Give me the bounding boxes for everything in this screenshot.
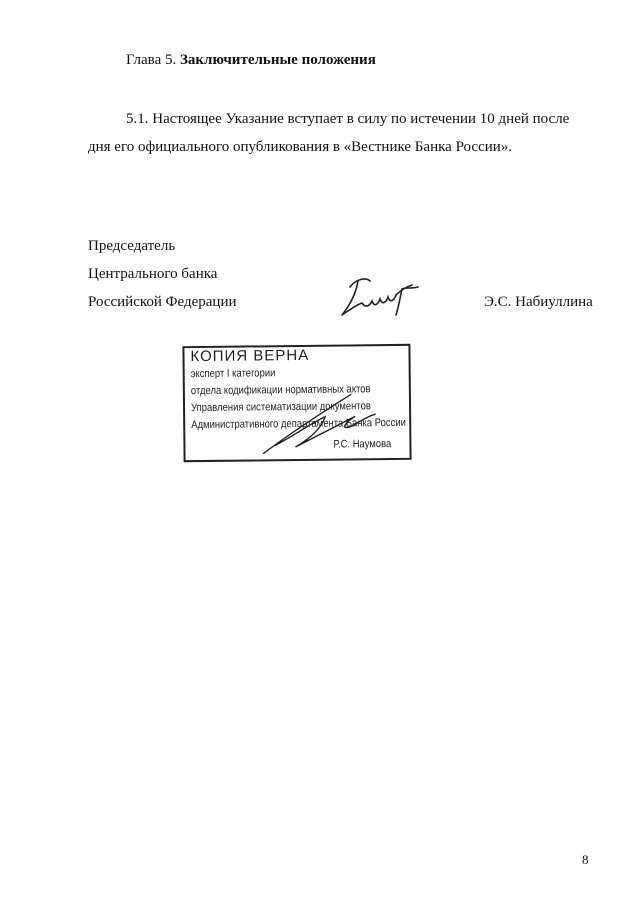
page-number: 8: [582, 852, 589, 867]
stamp-title: КОПИЯ ВЕРНА: [190, 346, 310, 366]
stamp-signature: [255, 386, 386, 462]
chapter-heading: [126, 52, 376, 69]
certified-copy-stamp: [182, 344, 411, 462]
chapter-prefix: Глава 5.: [126, 52, 177, 68]
handwritten-signature: [336, 275, 426, 325]
signatory-line-2: Центрального банка: [88, 266, 218, 282]
stamp-line-4: Административного департамента Банка России: [191, 416, 406, 432]
stamp-line-3: Управления систематизации документов: [190, 400, 371, 415]
signatory-name: Э.С. Набиуллина: [484, 294, 593, 310]
chapter-title: Заключительные положения: [179, 52, 376, 68]
stamp-line-1: эксперт I категории: [190, 367, 276, 381]
paragraph-5-1: 5.1. Настоящее Указание вступает в силу по истечении 10 дней после дня его официального опубликования в «Вестнике Банка России».: [88, 111, 570, 155]
stamp-line-5: Р.С. Наумова: [333, 438, 392, 451]
stamp-line-2: отдела кодификации нормативных актов: [190, 383, 371, 398]
signatory-line-1: Председатель: [88, 238, 176, 254]
signatory-line-3: Российской Федерации: [88, 294, 237, 310]
